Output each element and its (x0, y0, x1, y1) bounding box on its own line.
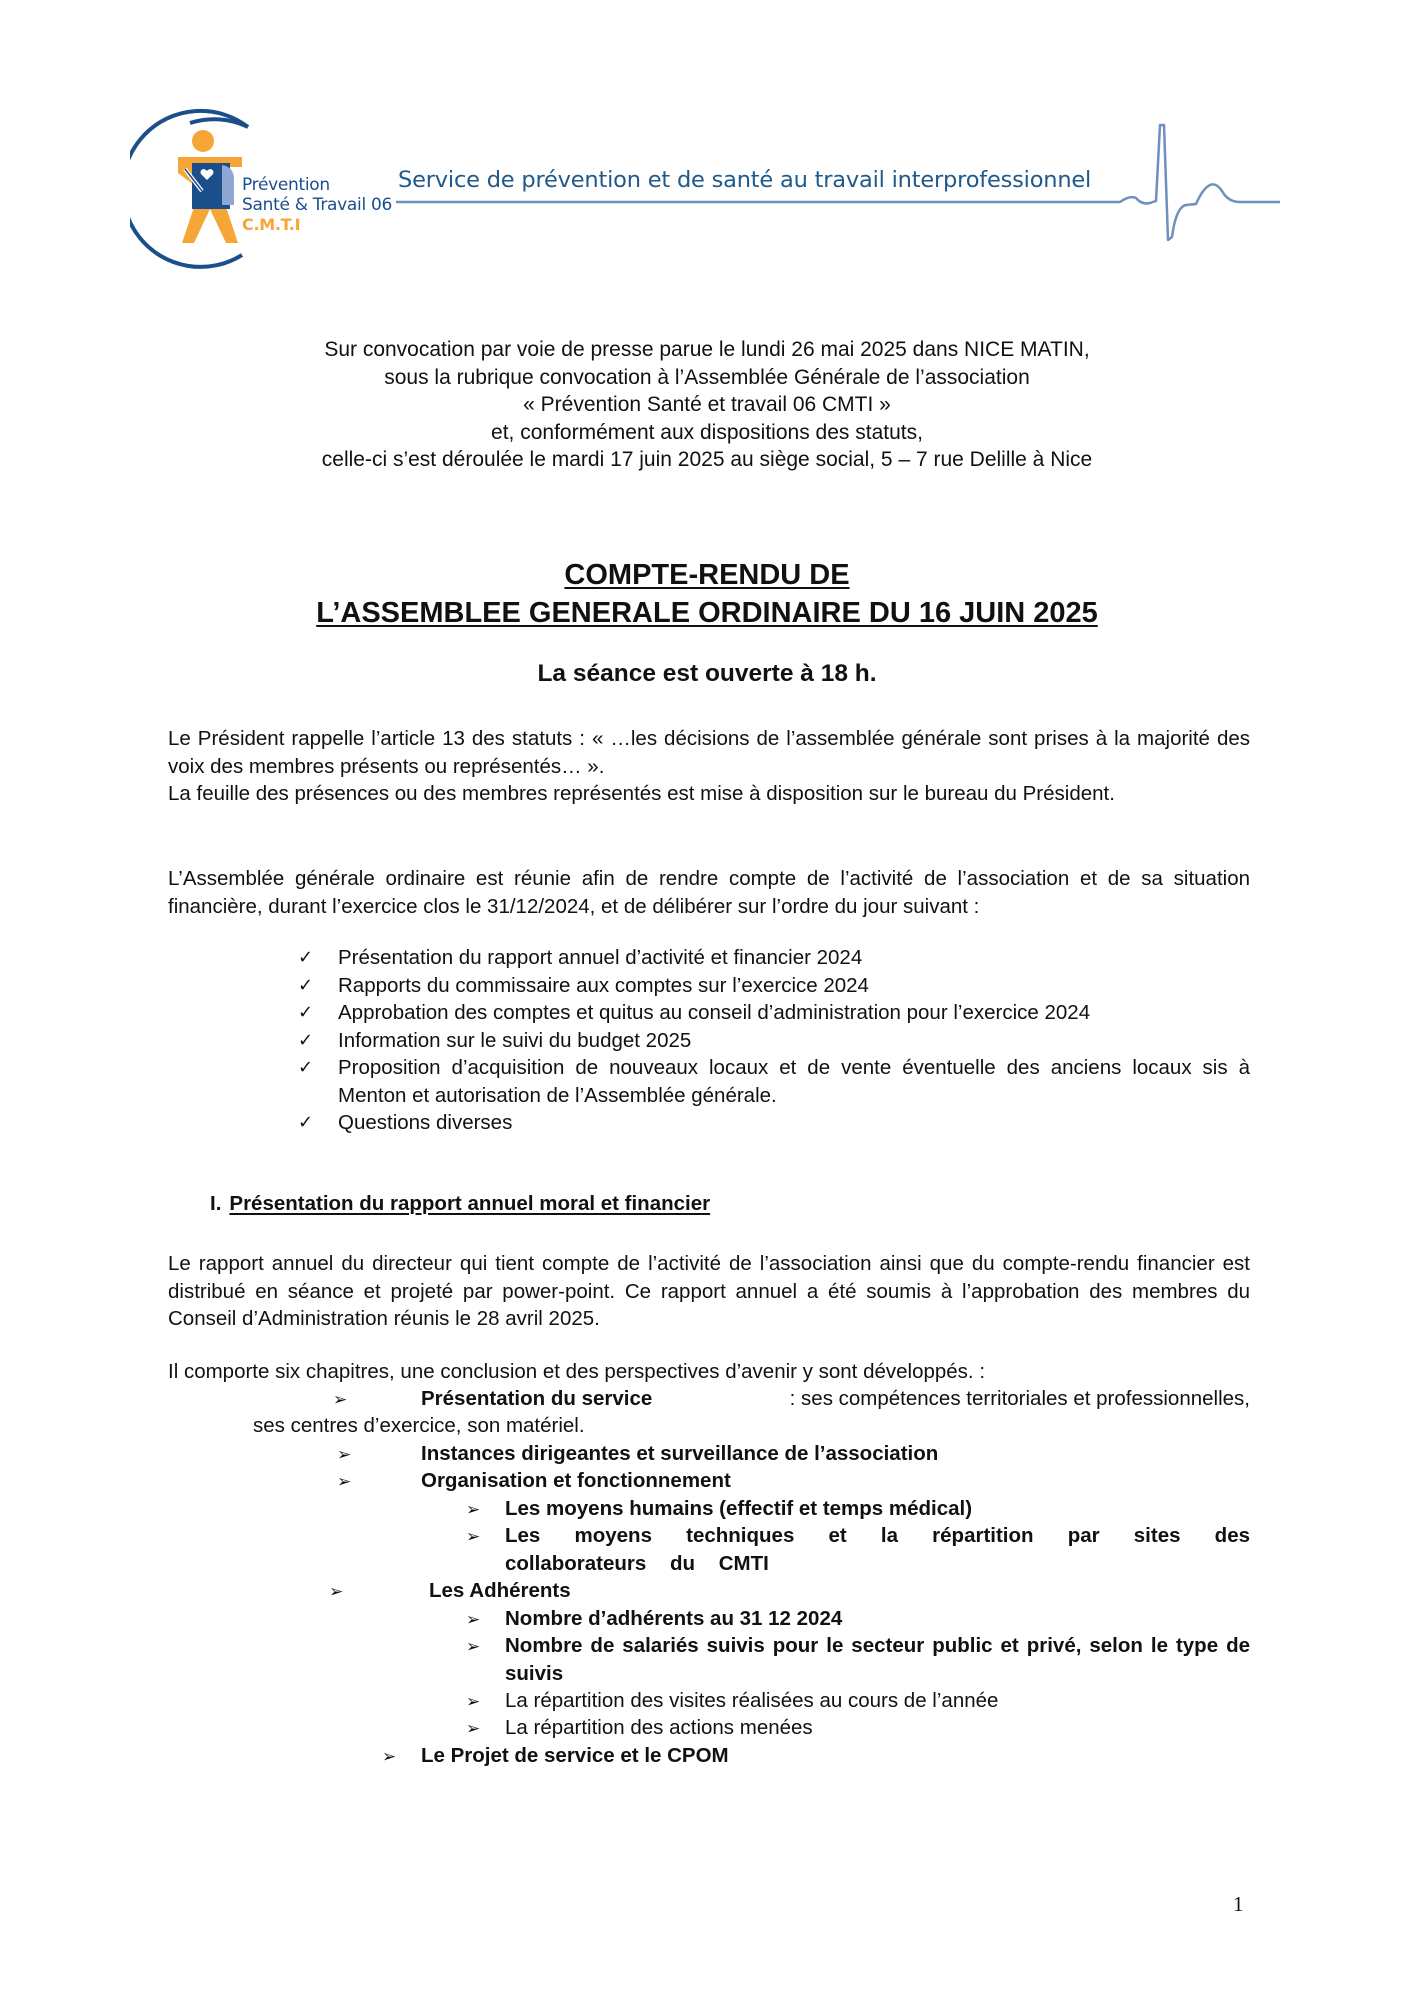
arrow-icon: ➢ (337, 1472, 352, 1492)
title-line-2: L’ASSEMBLEE GENERALE ORDINAIRE DU 16 JUIN 2025 (316, 597, 1098, 629)
agenda-item (298, 944, 1250, 972)
intro-line: « Prévention Santé et travail 06 CMTI » (523, 393, 891, 416)
agenda-item (298, 1109, 1250, 1137)
agenda-item-text: Rapports du commissaire aux comptes sur l’exercice 2024 (338, 973, 869, 997)
arrow-icon: ➢ (333, 1390, 348, 1410)
arrow-icon: ➢ (466, 1500, 481, 1520)
check-icon: ✓ (298, 974, 314, 996)
document-title (200, 556, 1214, 632)
arrow-icon: ➢ (329, 1582, 344, 1602)
sub-chapter-item: Les moyens humains (effectif et temps médical) (505, 1497, 973, 1520)
agenda-item-text: Questions diverses (338, 1111, 513, 1134)
logo-line-prevention: Prévention (242, 175, 330, 195)
paragraph-agenda-intro: L’Assemblée générale ordinaire est réunie afin de rendre compte de l’activité de l’association et de sa situation financière, durant l’exercice clos le 31/12/2024, et de délibérer sur l’ordre du jour suivant : (168, 867, 1250, 918)
check-icon: ✓ (298, 1112, 314, 1133)
check-icon: ✓ (298, 1057, 314, 1078)
convocation-notice (200, 336, 1214, 474)
section-heading-1 (210, 1192, 710, 1216)
paragraph-article-13: Le Président rappelle l’article 13 des statuts : « …les décisions de l’assemblée générale sont prises à la majorité des voix des membres présents ou représentés… ». (168, 727, 1250, 778)
agenda-item-text: Proposition d’acquisition de nouveaux locaux et de vente éventuelle des anciens locaux sis à Menton et autorisation de l’Assemblée générale. (338, 1056, 1250, 1107)
logo-line-sante-travail: Santé & Travail 06 (242, 195, 393, 215)
agenda-item (298, 1054, 1250, 1109)
arrow-icon: ➢ (466, 1527, 481, 1547)
arrow-icon: ➢ (466, 1610, 481, 1630)
paragraph-chapters-intro: Il comporte six chapitres, une conclusion et des perspectives d’avenir y sont développés. : (168, 1360, 986, 1383)
section-number: I. (210, 1192, 222, 1215)
sub-chapter-item: La répartition des actions menées (505, 1716, 813, 1739)
chapter-description: : ses compétences territoriales et professionnelles, (789, 1387, 1250, 1410)
session-opening: La séance est ouverte à 18 h. (537, 660, 877, 687)
intro-line: celle-ci s’est déroulée le mardi 17 juin 2025 au siège social, 5 – 7 rue Delille à Nice (321, 448, 1093, 471)
service-tagline: Service de prévention et de santé au travail interprofessionnel (398, 167, 1092, 193)
agenda-item (298, 972, 1250, 1000)
arrow-icon: ➢ (466, 1692, 481, 1712)
arrow-icon: ➢ (466, 1719, 481, 1739)
chapter-item (421, 1385, 1250, 1413)
agenda-item-text: Information sur le suivi du budget 2025 (338, 1028, 692, 1052)
chapter-item: Organisation et fonctionnement (421, 1469, 731, 1492)
agenda-item-text: Approbation des comptes et quitus au conseil d’administration pour l’exercice 2024 (338, 1001, 1091, 1024)
chapter-item: Instances dirigeantes et surveillance de l’association (421, 1442, 939, 1465)
title-line-1: COMPTE-RENDU DE (564, 559, 850, 591)
chapter-title: Présentation du service (421, 1387, 653, 1410)
sub-chapter-item: Nombre d’adhérents au 31 12 2024 (505, 1607, 843, 1630)
agenda-item-text: Présentation du rapport annuel d’activité et financier 2024 (338, 946, 863, 969)
sub-chapter-item: Les moyens techniques et la répartition par sites des collaborateurs du CMTI (505, 1524, 1250, 1575)
check-icon: ✓ (298, 1029, 314, 1051)
letterhead (130, 105, 1280, 275)
check-icon: ✓ (298, 1002, 314, 1023)
logo-line-cmti: C.M.T.I (242, 215, 301, 234)
section-title: Présentation du rapport annuel moral et financier (229, 1192, 711, 1215)
chapter-item: Le Projet de service et le CPOM (421, 1744, 729, 1767)
agenda-item (298, 999, 1250, 1027)
intro-line: sous la rubrique convocation à l’Assemblée Générale de l’association (384, 365, 1030, 389)
arrow-icon: ➢ (337, 1445, 352, 1465)
arrow-icon: ➢ (382, 1747, 397, 1767)
check-icon: ✓ (298, 947, 314, 968)
paragraph-annual-report: Le rapport annuel du directeur qui tient compte de l’activité de l’association ainsi que du compte-rendu financier est distribué en séance et projeté par power-point. Ce rapport annuel a été soumis à l’approbation des membres du Conseil d’Administration réunis le 28 avril 2025. (168, 1252, 1250, 1330)
paragraph-attendance-sheet: La feuille des présences ou des membres représentés est mise à disposition sur le bureau du Président. (168, 782, 1115, 805)
agenda-item (298, 1027, 1250, 1055)
ecg-heartbeat-icon (130, 105, 1280, 275)
page-number: 1 (1233, 1892, 1244, 1916)
chapter-item: Les Adhérents (429, 1579, 571, 1602)
sub-chapter-item: Nombre de salariés suivis pour le secteur public et privé, selon le type de suivis (505, 1634, 1250, 1685)
agenda-list (298, 944, 1250, 1137)
chapter-item-continuation: ses centres d’exercice, son matériel. (253, 1414, 585, 1437)
president-reminder (168, 725, 1250, 808)
intro-line: Sur convocation par voie de presse parue le lundi 26 mai 2025 dans NICE MATIN, (324, 338, 1090, 361)
sub-chapter-item: La répartition des visites réalisées au cours de l’année (505, 1689, 999, 1712)
arrow-icon: ➢ (466, 1637, 481, 1657)
intro-line: et, conformément aux dispositions des statuts, (491, 420, 923, 444)
